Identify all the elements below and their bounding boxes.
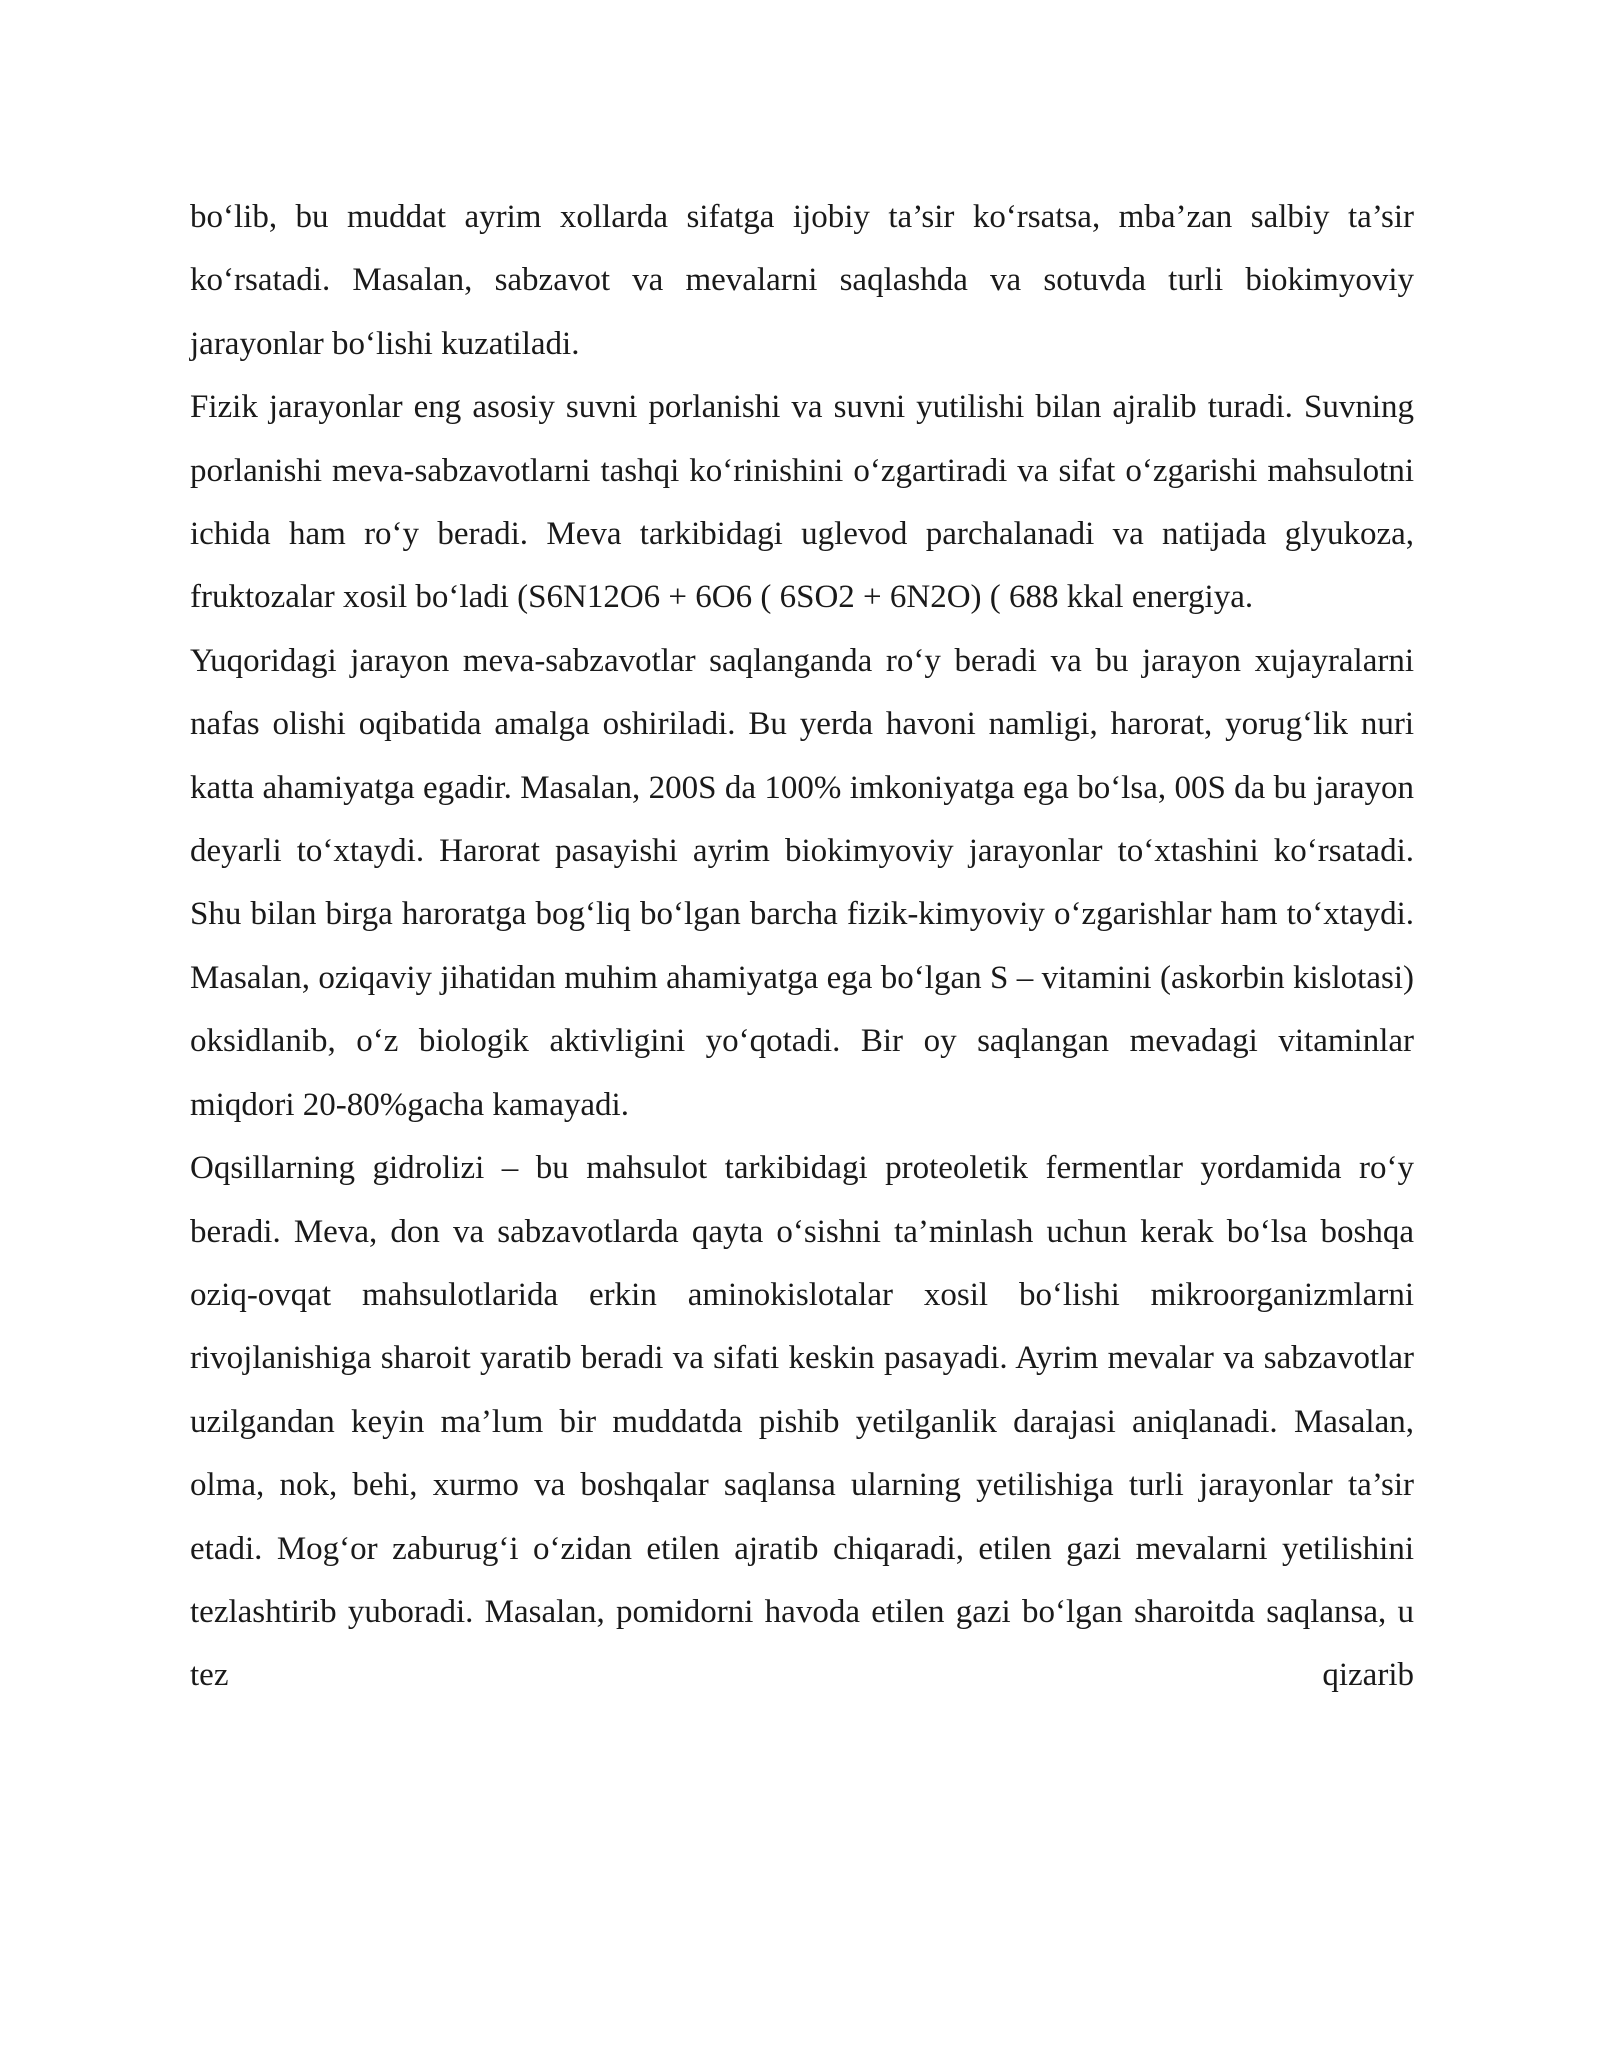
paragraph-3: Yuqoridagi jarayon meva-sabzavotlar saqlanganda ro‘y beradi va bu jarayon xujayralarni nafas olishi oqibatida amalga oshiriladi. Bu yerda havoni namligi, harorat, yorug‘lik nuri katta ahamiyatga egadir. Masalan, 200S da 100% imkoniyatga ega bo‘lsa, 00S da bu jarayon deyarli to‘xtaydi. Harorat pasayishi ayrim biokimyoviy jarayonlar to‘xtashini ko‘rsatadi. Shu bilan birga haroratga bog‘liq bo‘lgan barcha fizik-kimyoviy o‘zgarishlar ham to‘xtaydi. Masalan, oziqaviy jihatidan muhim ahamiyatga ega bo‘lgan S – vitamini (askorbin kislotasi) oksidlanib, o‘z biologik aktivligini yo‘qotadi. Bir oy saqlangan mevadagi vitaminlar miqdori 20-80%gacha kamayadi. <box>190 642 1414 1123</box>
paragraph-2: Fizik jarayonlar eng asosiy suvni porlanishi va suvni yutilishi bilan ajralib turadi. Suvning porlanishi meva-sabzavotlarni tashqi ko‘rinishini o‘zgartiradi va sifat o‘zgarishi mahsulotni ichida ham ro‘y beradi. Meva tarkibidagi uglevod parchalanadi va natijada glyukoza, fruktozalar xosil bo‘ladi (S6N12O6 + 6O6 ( 6SO2 + 6N2O) ( 688 kkal energiya. <box>190 389 1414 616</box>
paragraph-4: Oqsillarning gidrolizi – bu mahsulot tarkibidagi proteoletik fermentlar yordamida ro‘y beradi. Meva, don va sabzavotlarda qayta o‘sishni ta’minlash uchun kerak bo‘lsa boshqa oziq-ovqat mahsulotlarida erkin aminokislotalar xosil bo‘lishi mikroorganizmlarni rivojlanishiga sharoit yaratib beradi va sifati keskin pasayadi. Ayrim mevalar va sabzavotlar uzilgandan keyin ma’lum bir muddatda pishib yetilganlik darajasi aniqlanadi. Masalan, olma, nok, behi, xurmo va boshqalar saqlansa ularning yetilishiga turli jarayonlar ta’sir etadi. Mog‘or zaburug‘i o‘zidan etilen ajratib chiqaradi, etilen gazi mevalarni yetilishini tezlashtirib yuboradi. Masalan, pomidorni havoda etilen gazi bo‘lgan sharoitda saqlansa, u tez qizarib <box>190 1150 1414 1694</box>
paragraph-1: bo‘lib, bu muddat ayrim xollarda sifatga ijobiy ta’sir ko‘rsatsa, mba’zan salbiy ta’sir ko‘rsatadi. Masalan, sabzavot va mevalarni saqlashda va sotuvda turli biokimyoviy jarayonlar bo‘lishi kuzatiladi. <box>190 199 1414 362</box>
body-text <box>190 186 1414 1708</box>
